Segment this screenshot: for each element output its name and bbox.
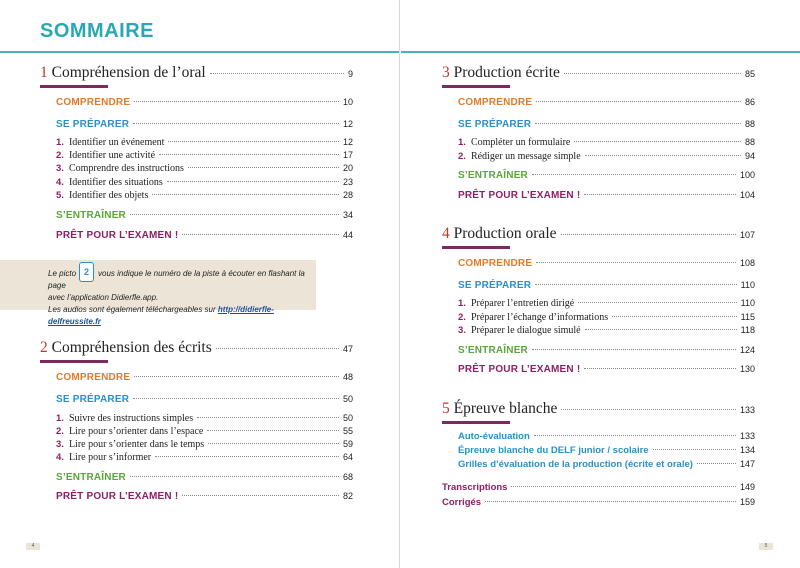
page-title: SOMMAIRE xyxy=(40,20,154,42)
toc-s-entrainer[interactable]: S’ENTRAÎNER 100 xyxy=(458,170,755,181)
section-page: 9 xyxy=(347,69,353,79)
section-number: 1 xyxy=(40,64,48,81)
toc-item[interactable]: 1. Préparer l’entretien dirigé 110 xyxy=(458,298,755,309)
toc-item[interactable]: 3. Lire pour s’orienter dans le temps 59 xyxy=(56,439,353,450)
toc-item[interactable]: 1. Suivre des instructions simples 50 xyxy=(56,413,353,424)
toc-se-preparer[interactable]: SE PRÉPARER 110 xyxy=(458,280,755,291)
section-2-heading[interactable]: 2 Compréhension des écrits 47 xyxy=(40,339,353,363)
left-page xyxy=(0,0,399,568)
toc-comprendre[interactable]: COMPRENDRE 48 xyxy=(56,372,353,383)
toc-s-entrainer[interactable]: S’ENTRAÎNER 68 xyxy=(56,472,353,483)
toc-s-entrainer[interactable]: S’ENTRAÎNER 124 xyxy=(458,345,755,356)
toc-item[interactable]: 3. Préparer le dialogue simulé 118 xyxy=(458,325,755,336)
toc-pret-examen[interactable]: PRÊT POUR L’EXAMEN ! 82 xyxy=(56,491,353,502)
toc-item[interactable]: 2. Identifier une activité 17 xyxy=(56,150,353,161)
toc-item[interactable]: 1. Identifier un événement 12 xyxy=(56,137,353,148)
toc-pret-examen[interactable]: PRÊT POUR L’EXAMEN ! 104 xyxy=(458,190,755,201)
toc-epreuve-blanche[interactable]: Épreuve blanche du DELF junior / scolaire 134 xyxy=(458,445,755,456)
audio-link[interactable]: http://didierfle-delfreussite.fr xyxy=(48,305,274,326)
audio-track-icon: 2 xyxy=(79,262,94,282)
right-page xyxy=(401,0,800,568)
page-gutter xyxy=(399,0,400,568)
toc-grilles[interactable]: Grilles d’évaluation de la production (écrite et orale) 147 xyxy=(458,459,755,470)
section-1-heading[interactable] xyxy=(40,64,353,88)
toc-item[interactable]: 2. Rédiger un message simple 94 xyxy=(458,151,755,162)
audio-info-box: Le picto vous indique le numéro de la piste à écouter en flashant la page avec l’application Didierfle.app. Les audios sont également téléchargeables sur http://didierfle-delfreussite.fr xyxy=(0,260,316,310)
toc-corriges[interactable]: Corrigés 159 xyxy=(442,497,755,508)
section-3-heading[interactable]: 3 Production écrite 85 xyxy=(442,64,755,88)
toc-comprendre[interactable]: COMPRENDRE 10 xyxy=(56,97,353,108)
toc-se-preparer[interactable]: SE PRÉPARER 50 xyxy=(56,394,353,405)
toc-item[interactable]: 5. Identifier des objets 28 xyxy=(56,190,353,201)
toc-item[interactable]: 3. Comprendre des instructions 20 xyxy=(56,163,353,174)
toc-s-entrainer[interactable]: S’ENTRAÎNER 34 xyxy=(56,210,353,221)
toc-pret-examen[interactable]: PRÊT POUR L’EXAMEN ! 44 xyxy=(56,230,353,241)
toc-pret-examen[interactable]: PRÊT POUR L’EXAMEN ! 130 xyxy=(458,364,755,375)
toc-item[interactable]: 4. Identifier des situations 23 xyxy=(56,177,353,188)
section-title: Compréhension de l’oral xyxy=(51,64,206,81)
toc-comprendre[interactable]: COMPRENDRE 108 xyxy=(458,258,755,269)
header-rule xyxy=(0,51,399,53)
toc-comprendre[interactable]: COMPRENDRE 86 xyxy=(458,97,755,108)
page-number: 5 xyxy=(759,543,773,550)
section-underline xyxy=(40,85,108,88)
toc-transcriptions[interactable]: Transcriptions 149 xyxy=(442,482,755,493)
toc-item[interactable]: 2. Préparer l’échange d’informations 115 xyxy=(458,312,755,323)
section-5-heading[interactable]: 5 Épreuve blanche 133 xyxy=(442,400,755,424)
toc-auto-evaluation[interactable]: Auto-évaluation 133 xyxy=(458,431,755,442)
toc-item[interactable]: 4. Lire pour s’informer 64 xyxy=(56,452,353,463)
toc-item[interactable]: 2. Lire pour s’orienter dans l’espace 55 xyxy=(56,426,353,437)
section-4-heading[interactable]: 4 Production orale 107 xyxy=(442,225,755,249)
toc-se-preparer[interactable]: SE PRÉPARER 88 xyxy=(458,119,755,130)
toc-item[interactable]: 1. Compléter un formulaire 88 xyxy=(458,137,755,148)
toc-se-preparer[interactable]: SE PRÉPARER 12 xyxy=(56,119,353,130)
page-number: 4 xyxy=(26,543,40,550)
header-rule xyxy=(401,51,800,53)
